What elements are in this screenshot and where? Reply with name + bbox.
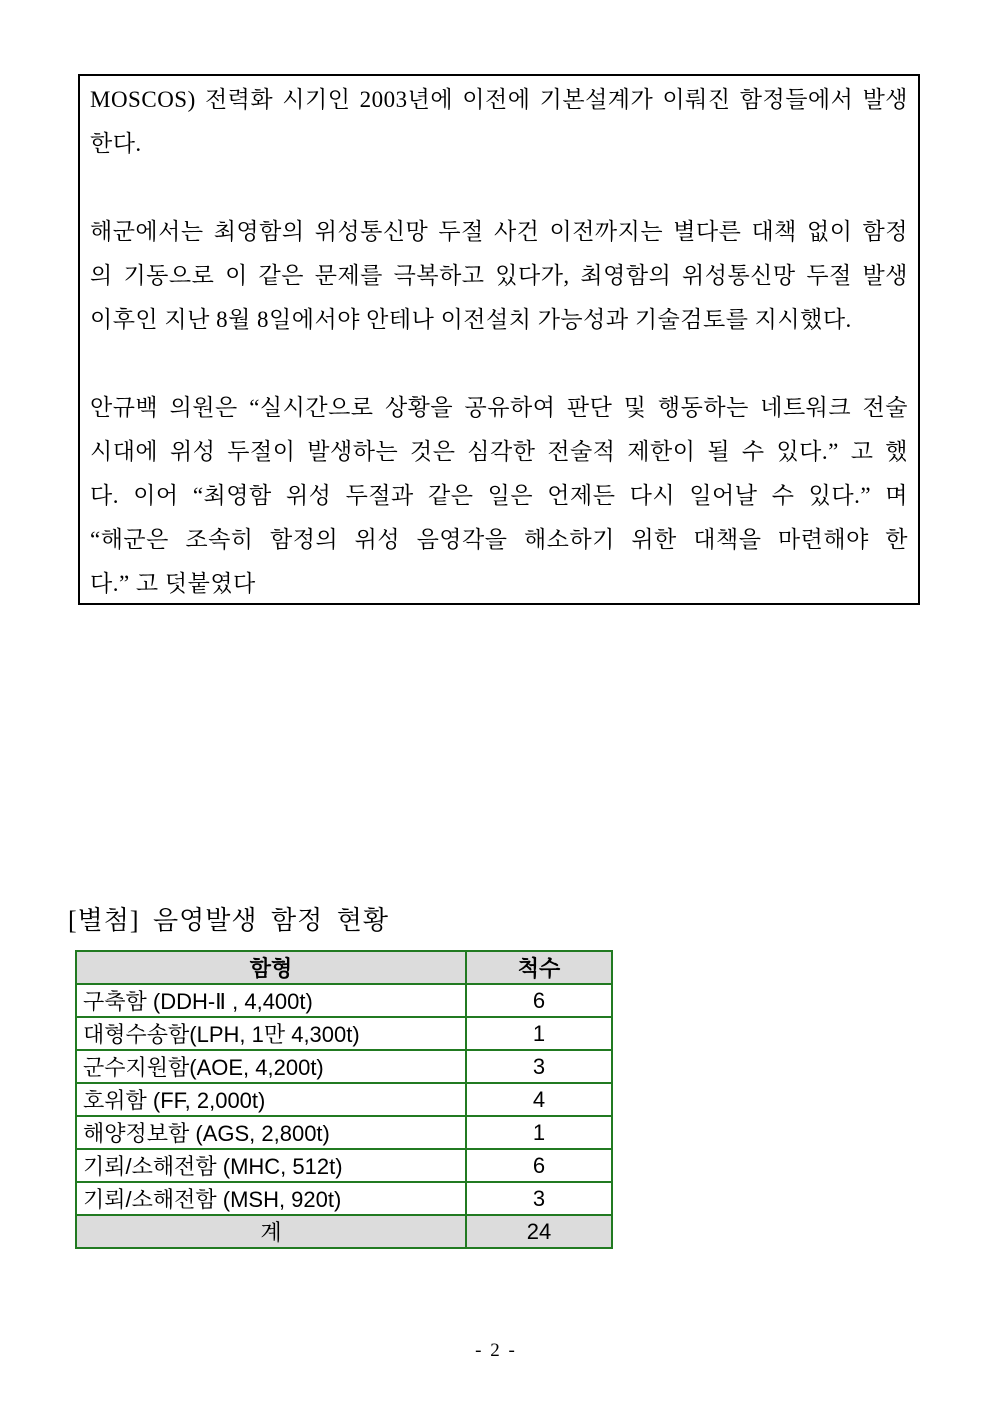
text-line: 한다. [90,131,142,156]
ship-type-cell: 군수지원함(AOE, 4,200t) [76,1050,466,1083]
ship-type-cell: 해양정보함 (AGS, 2,800t) [76,1116,466,1149]
ship-status-table [75,950,613,1249]
attachment-heading: [별첨] 음영발생 함정 현황 [68,906,389,935]
table-header-row [76,951,612,984]
ship-type-cell: 호위함 (FF, 2,000t) [76,1083,466,1116]
ship-type-cell: 기뢰/소해전함 (MHC, 512t) [76,1149,466,1182]
text-line: 이후인 지난 8월 8일에서야 안테나 이전설치 가능성과 기술검토를 지시했다. [90,307,852,332]
paragraph [90,386,908,605]
text-line: “해군은 조속히 함정의 위성 음영각을 해소하기 위한 대책을 마련해야 한 [90,527,908,552]
ship-count-cell: 4 [466,1083,612,1116]
table-row [76,984,612,1017]
ship-count-cell: 6 [466,1149,612,1182]
ship-type-cell: 대형수송함(LPH, 1만 4,300t) [76,1017,466,1050]
total-label-cell: 계 [76,1215,466,1248]
table-row [76,1116,612,1149]
paragraph [90,210,908,342]
ship-count-cell: 3 [466,1050,612,1083]
table-total-row [76,1215,612,1248]
ship-type-cell: 기뢰/소해전함 (MSH, 920t) [76,1182,466,1215]
ship-count-cell: 6 [466,984,612,1017]
ship-type-header: 함형 [76,951,466,984]
ship-count-cell: 3 [466,1182,612,1215]
text-line: 시대에 위성 두절이 발생하는 것은 심각한 전술적 제한이 될 수 있다.” 고 했 [90,439,908,464]
table-row [76,1182,612,1215]
table-row [76,1083,612,1116]
ship-count-cell: 1 [466,1116,612,1149]
paragraph [90,78,908,166]
text-line: 해군에서는 최영함의 위성통신망 두절 사건 이전까지는 별다른 대책 없이 함정 [90,219,908,244]
text-line: 의 기동으로 이 같은 문제를 극복하고 있다가, 최영함의 위성통신망 두절 발생 [90,263,908,288]
text-line: 안규백 의원은 “실시간으로 상황을 공유하여 판단 및 행동하는 네트워크 전술 [90,395,908,420]
ship-count-cell: 1 [466,1017,612,1050]
total-count-cell: 24 [466,1215,612,1248]
text-line: 다. 이어 “최영함 위성 두절과 같은 일은 언제든 다시 일어날 수 있다.” 며 [90,483,908,508]
text-line: MOSCOS) 전력화 시기인 2003년에 이전에 기본설계가 이뤄진 함정들에서 발생 [90,87,908,112]
text-line: 다.” 고 덧붙였다 [90,571,256,596]
page-number: - 2 - [475,1340,517,1361]
table-row [76,1017,612,1050]
table-row [76,1149,612,1182]
table-row [76,1050,612,1083]
ship-count-header: 척수 [466,951,612,984]
quote-text-box [78,74,920,605]
ship-type-cell: 구축함 (DDH-Ⅱ , 4,400t) [76,984,466,1017]
